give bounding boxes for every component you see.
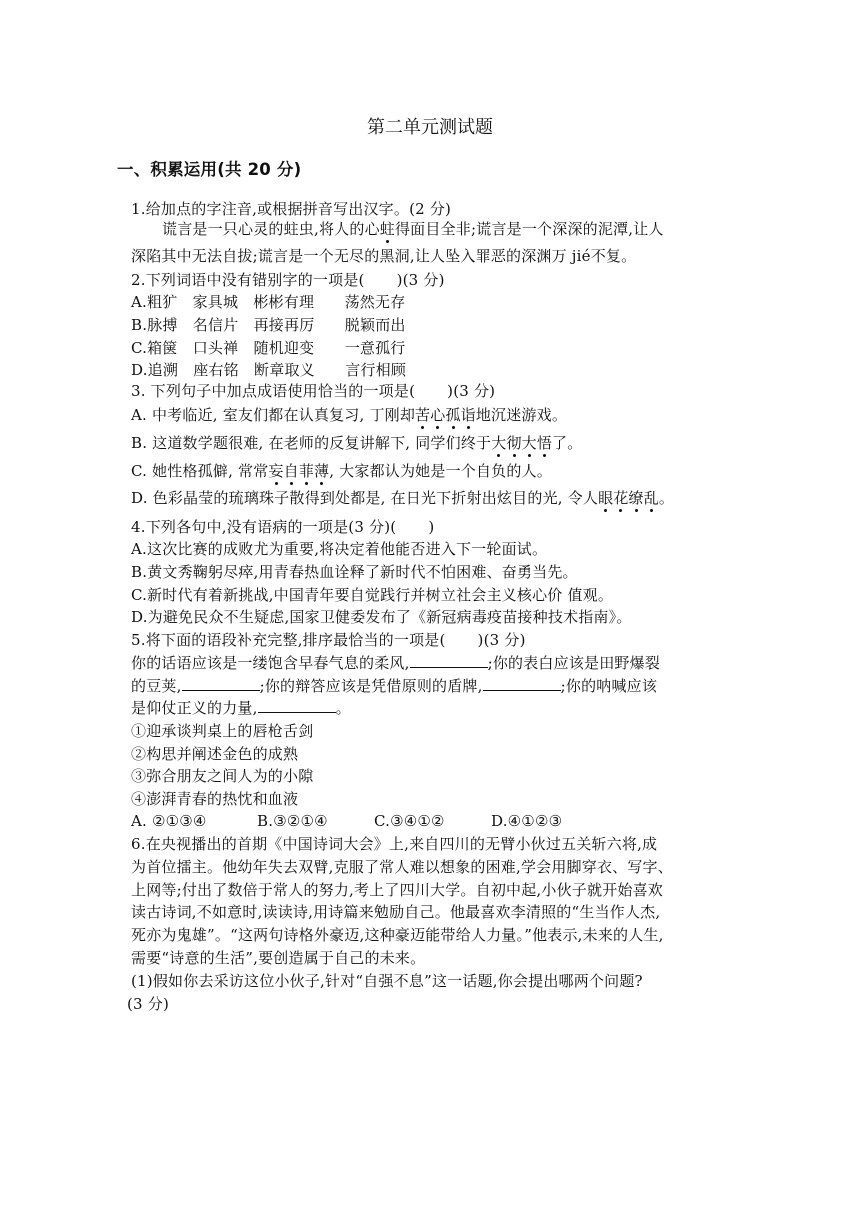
q4-option-a: A.这次比赛的成败尤为重要,将决定着他能否进入下一轮面试。 [131,540,548,558]
answer-blank[interactable] [258,698,336,713]
q5-stem: 5.将下面的语段补充完整,排序最恰当的一项是( )(3 分) [131,631,526,649]
q5-item-3: ③弥合朋友之间人为的小隙 [131,767,314,785]
q5-choice-c: C.③④①② [374,812,445,830]
q5-passage-line3: 是仰仗正义的力量, 。 [131,699,351,717]
q3-option-c: C. 她性格孤僻, 常常妄自菲薄, 大家都认为她是一个自负的人。 [131,462,552,480]
section-heading: 一、积累运用(共 20 分) [117,160,302,179]
emphasis-char: 蛀 [379,220,395,238]
q2-option-d: D.追溯 座右铭 断章取义 言行相顾 [131,361,407,379]
q3-option-a: A. 中考临近, 室友们都在认真复习, 丁刚却苦心孤诣地沉迷游戏。 [131,406,568,424]
answer-blank[interactable] [483,676,561,691]
q3-stem: 3. 下列句子中加点成语使用恰当的一项是( )(3 分) [131,382,496,400]
q6-passage-line: 读古诗词,不如意时,读读诗,用诗篇来勉励自己。他最喜欢李清照的“生当作人杰, [131,903,661,921]
q6-passage-line: 需要“诗意的生活”,要创造属于自己的未来。 [131,949,426,967]
q5-item-4: ④澎湃青春的热忱和血液 [131,790,299,808]
q2-stem: 2.下列词语中没有错别字的一项是( )(3 分) [131,271,445,289]
q5-passage-line1: 你的话语应该是一缕饱含早春气息的柔风, ;你的表白应该是田野爆裂 [131,654,661,672]
page-title: 第二单元测试题 [367,117,493,138]
answer-blank[interactable] [182,676,260,691]
q6-passage-line: 上网等;付出了数倍于常人的努力,考上了四川大学。自初中起,小伙子就开始喜欢 [131,881,663,899]
q5-choice-b: B.③②①④ [257,812,328,830]
q4-stem: 4.下列各句中,没有语病的一项是(3 分)( ) [131,518,435,536]
q6-subquestion-1: (1)假如你去采访这位小伙子,针对“自强不息”这一话题,你会提出哪两个问题? [131,972,643,990]
q6-passage-line: 为首位擂主。他幼年失去双臂,克服了常人难以想象的困难,学会用脚穿衣、写字、 [131,858,673,876]
q6-subquestion-1-score: (3 分) [127,995,170,1013]
q2-option-c: C.箱箧 口头禅 随机迎变 一意孤行 [131,339,406,357]
q5-choice-a: A. ②①③④ [131,812,207,830]
answer-blank[interactable] [410,653,488,668]
q1-stem: 1.给加点的字注音,或根据拼音写出汉字。(2 分) [131,200,452,218]
q3-option-d: D. 色彩晶莹的琉璃珠子散得到处都是, 在日光下折射出炫目的光, 令人眼花缭乱。 [131,489,675,507]
q5-choice-d: D.④①②③ [491,812,563,830]
q1-passage-line2: 深陷其中无法自拔;谎言是一个无尽的黑洞,让人坠入罪恶的深渊万 jié不复。 [131,247,637,265]
q4-option-b: B.黄文秀鞠躬尽瘁,用青春热血诠释了新时代不怕困难、奋勇当先。 [131,563,578,581]
q4-option-c: C.新时代有着新挑战,中国青年要自觉践行并树立社会主义核心价 值观。 [131,586,614,604]
q5-item-2: ②构思并阐述金色的成熟 [131,745,299,763]
q6-passage-line: 死亦为鬼雄”。“这两句诗格外豪迈,这种豪迈能带给人力量。”他表示,未来的人生, [131,926,664,944]
q4-option-d: D.为避免民众不生疑虑,国家卫健委发布了《新冠病毒疫苗接种技术指南》。 [131,608,632,626]
q5-item-1: ①迎承谈判桌上的唇枪舌剑 [131,722,314,740]
q6-passage-line: 6.在央视播出的首期《中国诗词大会》上,来自四川的无臂小伙过五关斩六将,成 [131,835,658,853]
q3-option-b: B. 这道数学题很难, 在老师的反复讲解下, 同学们终于大彻大悟了。 [131,434,583,452]
q2-option-b: B.脉搏 名信片 再接再厉 脱颖而出 [131,316,406,334]
q1-passage-line1: 谎言是一只心灵的蛀虫,将人的心蛀得面目全非;谎言是一个深深的泥潭,让人 [162,220,664,238]
q2-option-a: A.粗犷 家具城 彬彬有理 荡然无存 [131,293,406,311]
q5-passage-line2: 的豆荚, ;你的辩答应该是凭借原则的盾牌, ;你的呐喊应该 [131,677,658,695]
